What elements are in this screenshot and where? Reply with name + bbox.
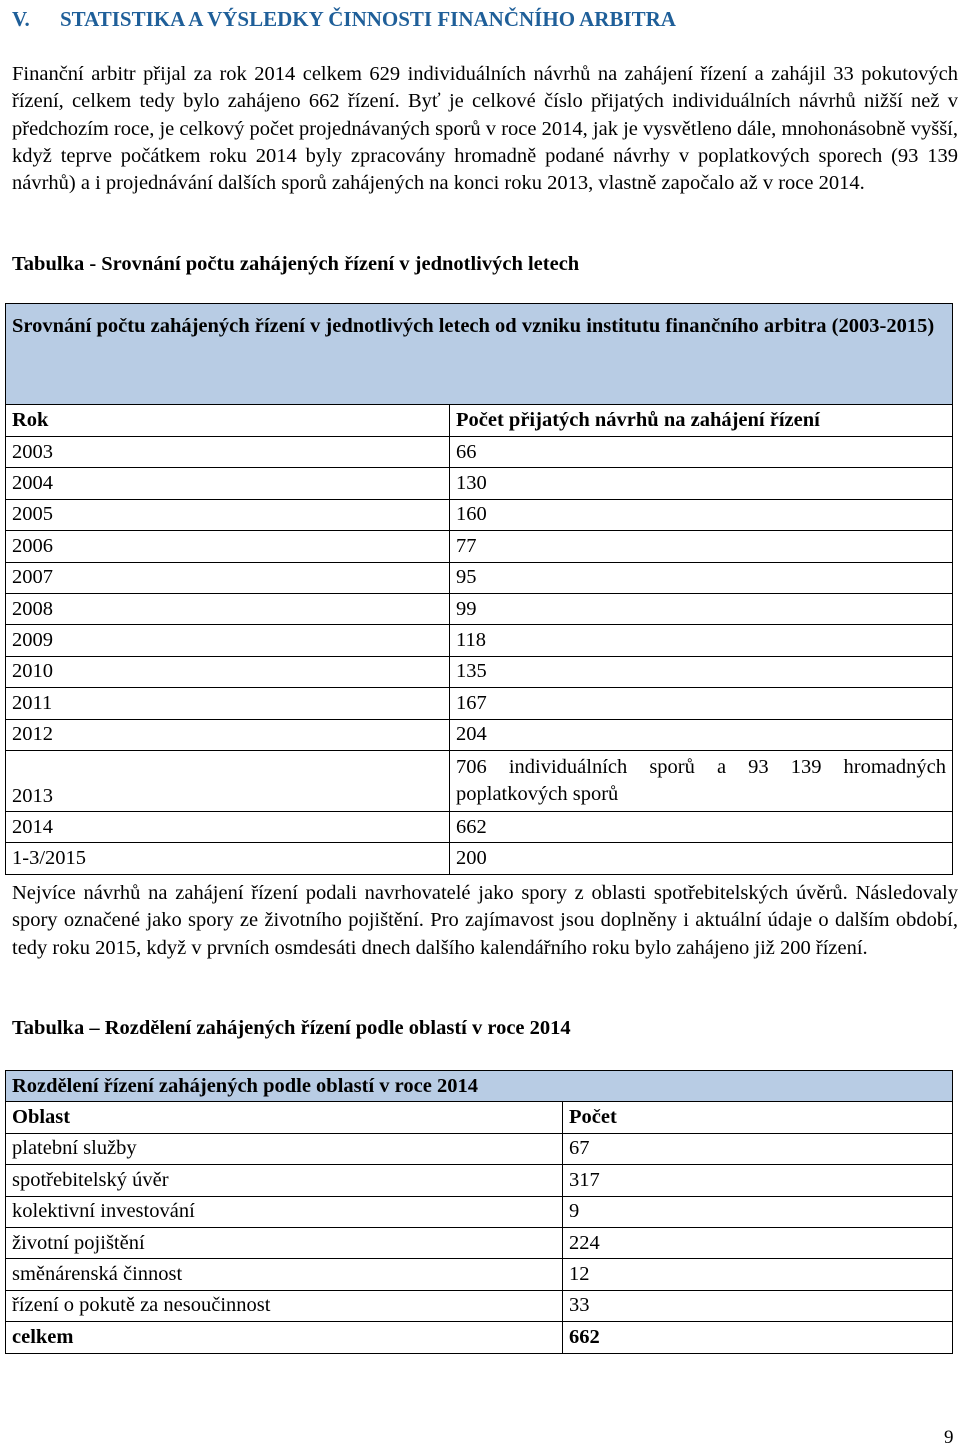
- year-cell: 2003: [6, 437, 450, 468]
- count-cell: 67: [563, 1133, 953, 1164]
- year-cell: 2014: [6, 811, 450, 842]
- count-cell: 66: [450, 437, 953, 468]
- table-row: [6, 719, 953, 750]
- count-cell: 95: [450, 562, 953, 593]
- table1-header-count: Počet přijatých návrhů na zahájení řízení: [450, 405, 953, 437]
- count-cell: 200: [450, 843, 953, 874]
- table-row: [6, 1227, 953, 1258]
- table2-caption: Tabulka – Rozdělení zahájených řízení podle oblastí v roce 2014: [12, 1017, 571, 1039]
- page-number: 9: [944, 1427, 954, 1448]
- count-cell: 135: [450, 656, 953, 687]
- yearly-comparison-table: [5, 303, 953, 875]
- count-cell: 204: [450, 719, 953, 750]
- year-cell: 2007: [6, 562, 450, 593]
- table1-title: Srovnání počtu zahájených řízení v jednotlivých letech od vzniku institutu finančního arbitra (2003-2015): [6, 304, 953, 405]
- area-cell: řízení o pokutě za nesoučinnost: [6, 1290, 563, 1321]
- year-cell: 2005: [6, 499, 450, 530]
- count-cell: 130: [450, 468, 953, 499]
- count-cell: 317: [563, 1165, 953, 1196]
- area-cell: směnárenská činnost: [6, 1259, 563, 1290]
- table2-title: Rozdělení řízení zahájených podle oblastí v roce 2014: [6, 1071, 953, 1102]
- count-cell: 224: [563, 1227, 953, 1258]
- count-cell: 77: [450, 531, 953, 562]
- table1-caption: Tabulka - Srovnání počtu zahájených řízení v jednotlivých letech: [12, 253, 580, 275]
- section-title: STATISTIKA A VÝSLEDKY ČINNOSTI FINANČNÍHO ARBITRA: [60, 7, 676, 31]
- table-row: [6, 688, 953, 719]
- table-row: [6, 750, 953, 811]
- table2-header-area: Oblast: [6, 1102, 563, 1133]
- table-row: [6, 1259, 953, 1290]
- table-row: [6, 499, 953, 530]
- year-cell: 2013: [6, 750, 450, 811]
- count-cell: 9: [563, 1196, 953, 1227]
- table-row: [6, 811, 953, 842]
- table1-header-year: Rok: [6, 405, 450, 437]
- table-row: [6, 468, 953, 499]
- table-row: [6, 1165, 953, 1196]
- count-cell: 33: [563, 1290, 953, 1321]
- count-cell: 99: [450, 593, 953, 624]
- table-row: [6, 656, 953, 687]
- count-cell: 706 individuálních sporů a 93 139 hromadných poplatkových sporů: [450, 750, 953, 811]
- table-row: [6, 843, 953, 874]
- total-label: celkem: [6, 1322, 563, 1353]
- total-value: 662: [563, 1322, 953, 1353]
- table-row: [6, 1290, 953, 1321]
- area-cell: platební služby: [6, 1133, 563, 1164]
- count-cell: 118: [450, 625, 953, 656]
- year-cell: 2006: [6, 531, 450, 562]
- year-cell: 2009: [6, 625, 450, 656]
- intro-paragraph: Finanční arbitr přijal za rok 2014 celkem 629 individuálních návrhů na zahájení řízení a zahájil 33 pokutových řízení, celkem tedy bylo zahájeno 662 řízení. Byť je celkové číslo přijatých individuálních návrhů nižší než v předchozím roce, je celkový počet projednávaných sporů v roce 2014, jak je vysvětleno dále, mnohonásobně vyšší, když teprve počátkem roku 2014 byly zpracovány hromadně podané návrhy v poplatkových sporech (93 139 návrhů) a i projednávání dalších sporů zahájených na konci roku 2013, vlastně započalo až v roce 2014.: [12, 63, 958, 195]
- count-cell: 662: [450, 811, 953, 842]
- summary-paragraph: Nejvíce návrhů na zahájení řízení podali navrhovatelé jako spory z oblasti spotřebitelských úvěrů. Následovaly spory označené jako spory ze životního pojištění. Pro zajímavost jsou doplněny i aktuální údaje o dalším období, tedy roku 2015, když v prvních osmdesáti dnech dalšího kalendářního roku bylo zahájeno již 200 řízení.: [12, 882, 958, 959]
- year-cell: 2012: [6, 719, 450, 750]
- table-row: [6, 562, 953, 593]
- areas-table: [5, 1070, 953, 1354]
- area-cell: kolektivní investování: [6, 1196, 563, 1227]
- table-row: [6, 531, 953, 562]
- table2-header-count: Počet: [563, 1102, 953, 1133]
- total-row: [6, 1322, 953, 1353]
- table-row: [6, 1133, 953, 1164]
- table-row: [6, 625, 953, 656]
- table-row: [6, 593, 953, 624]
- table-row: [6, 437, 953, 468]
- section-heading: [12, 6, 676, 33]
- count-cell: 12: [563, 1259, 953, 1290]
- area-cell: spotřebitelský úvěr: [6, 1165, 563, 1196]
- section-number: V.: [12, 7, 30, 31]
- area-cell: životní pojištění: [6, 1227, 563, 1258]
- year-cell: 2008: [6, 593, 450, 624]
- year-cell: 1-3/2015: [6, 843, 450, 874]
- year-cell: 2004: [6, 468, 450, 499]
- year-cell: 2011: [6, 688, 450, 719]
- count-cell: 160: [450, 499, 953, 530]
- count-cell: 167: [450, 688, 953, 719]
- table-row: [6, 1196, 953, 1227]
- year-cell: 2010: [6, 656, 450, 687]
